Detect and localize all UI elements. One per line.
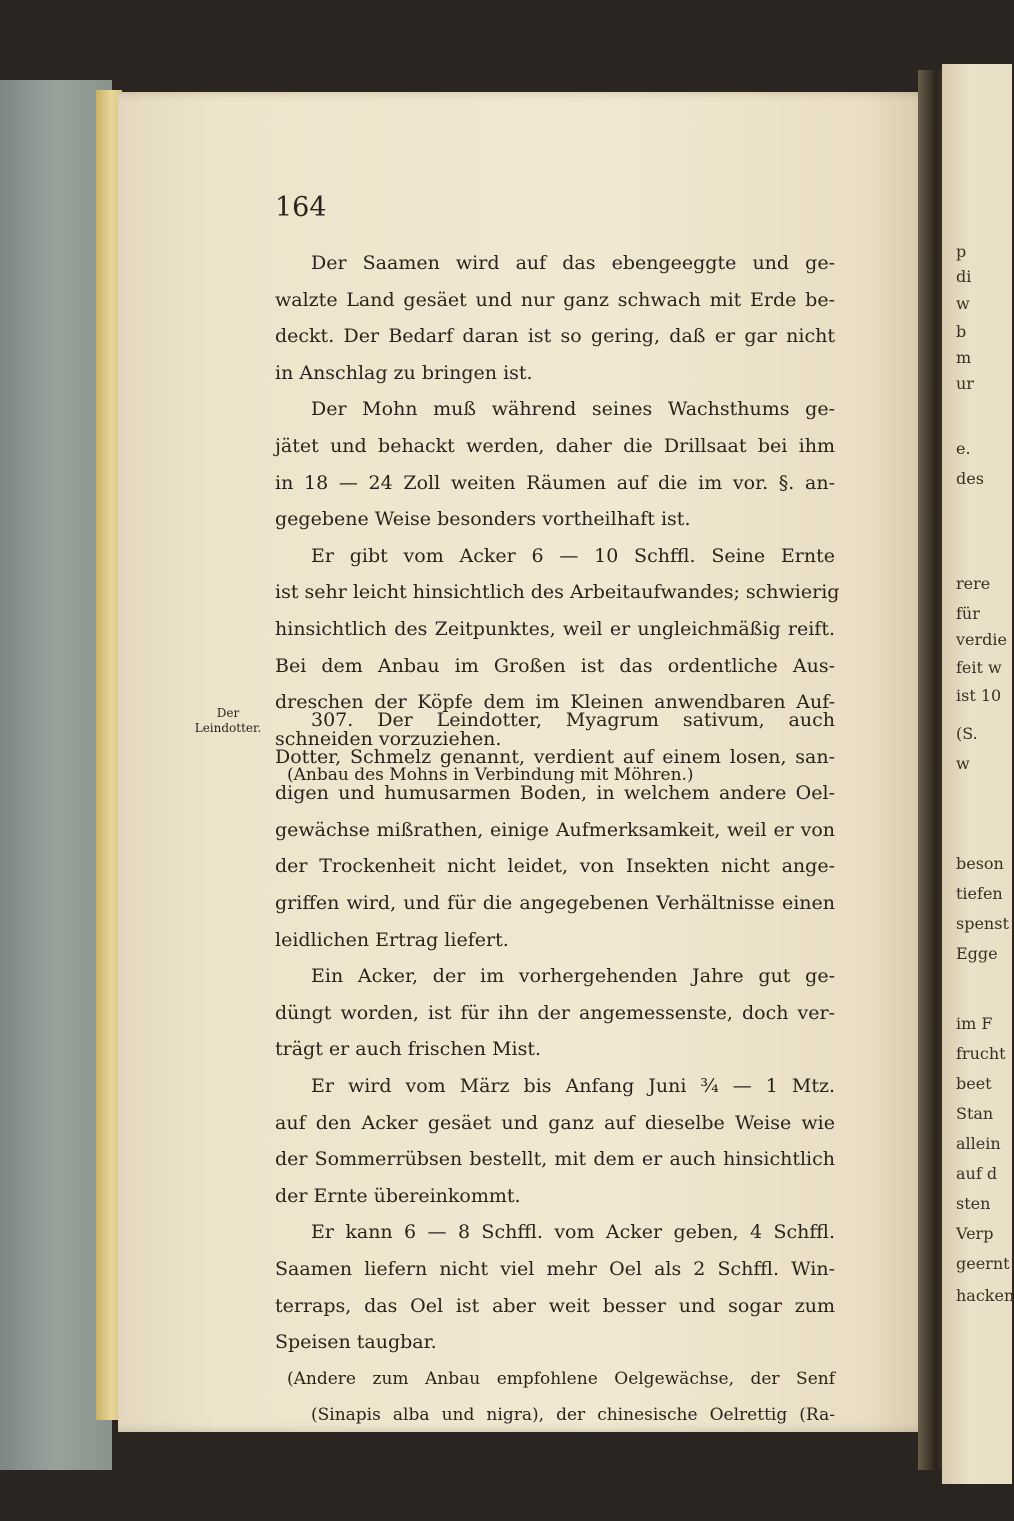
margin-note-line: Der	[216, 706, 240, 720]
text-line: walzte Land gesäet und nur ganz schwach mit Erde be-	[275, 288, 835, 311]
text-line: düngt worden, ist für ihn der angemessenste, doch ver-	[275, 1001, 835, 1024]
text-line: Der Saamen wird auf das ebengeeggte und ge-	[311, 252, 835, 274]
text-line: trägt er auch frischen Mist.	[275, 1038, 542, 1061]
text-line: Speisen taugbar.	[275, 1331, 437, 1354]
text-line: dreschen der Köpfe dem im Kleinen anwendbaren Auf-	[275, 691, 835, 714]
text-line: (Sinapis alba und nigra), der chinesische Oelrettig (Ra-	[311, 1405, 835, 1426]
text-line: jätet und behackt werden, daher die Drillsaat bei ihm	[275, 434, 835, 457]
right-fragment: Stan	[956, 1104, 994, 1123]
right-fragment: für	[956, 604, 980, 623]
text-line: schneiden vorzuziehen.	[275, 727, 502, 750]
text-line: auf den Acker gesäet und ganz auf dieselbe Weise wie	[275, 1111, 835, 1134]
right-fragment: des	[956, 469, 984, 488]
page-number: 164	[275, 192, 327, 223]
text-line: ist sehr leicht hinsichtlich des Arbeitaufwandes; schwierig	[275, 581, 840, 604]
section-heading-line: 307. Der Leindotter, Myagrum sativum, auch	[311, 709, 835, 731]
right-fragment: w	[956, 754, 970, 773]
right-fragment: im F	[956, 1014, 993, 1033]
right-fragment: w	[956, 294, 970, 313]
text-line: (Andere zum Anbau empfohlene Oelgewächse, der Senf	[287, 1368, 835, 1389]
text-line: deckt. Der Bedarf daran ist so gering, daß er gar nicht	[275, 325, 835, 348]
text-line: Er kann 6 — 8 Schffl. vom Acker geben, 4 Schffl.	[311, 1221, 835, 1244]
right-fragment: allein	[956, 1134, 1001, 1153]
text-line: gewächse mißrathen, einige Aufmerksamkeit, weil er von	[275, 818, 835, 841]
paragraph-block-leindotter	[275, 702, 835, 1434]
text-line: hinsichtlich des Zeitpunktes, weil er ungleichmäßig reift.	[275, 617, 835, 640]
right-fragment: di	[956, 267, 972, 286]
right-fragment: beet	[956, 1074, 992, 1093]
text-line: in Anschlag zu bringen ist.	[275, 361, 533, 384]
right-fragment: verdie	[956, 630, 1007, 649]
text-line: terraps, das Oel ist aber weit besser und sogar zum	[275, 1294, 835, 1317]
text-line: der Sommerrübsen bestellt, mit dem er auch hinsichtlich	[275, 1148, 835, 1171]
text-line: Der Mohn muß während seines Wachsthums ge-	[311, 398, 835, 421]
right-fragment: geernt	[956, 1254, 1010, 1273]
right-fragment: b	[956, 322, 967, 341]
text-line: Er gibt vom Acker 6 — 10 Schffl. Seine Ernte	[311, 544, 835, 567]
right-fragment: rere	[956, 574, 991, 593]
right-fragment: (S.	[956, 724, 978, 743]
right-fragment: auf d	[956, 1164, 998, 1183]
text-line: in 18 — 24 Zoll weiten Räumen auf die im vor. §. an-	[275, 471, 835, 494]
text-line: der Trockenheit nicht leidet, von Insekten nicht ange-	[275, 855, 835, 878]
right-fragment: ur	[956, 374, 974, 393]
text-line: Saamen liefern nicht viel mehr Oel als 2 Schffl. Win-	[275, 1257, 835, 1280]
right-fragment: frucht	[956, 1044, 1006, 1063]
text-line: gegebene Weise besonders vortheilhaft ist.	[275, 508, 691, 531]
right-fragment: spenst	[956, 914, 1009, 933]
right-fragment: Verp	[956, 1224, 994, 1243]
right-fragment: Egge	[956, 944, 998, 963]
text-line: digen und humusarmen Boden, in welchem andere Oel-	[275, 782, 835, 805]
text-line: der Ernte übereinkommt.	[275, 1184, 521, 1207]
text-line: Bei dem Anbau im Großen ist das ordentliche Aus-	[275, 654, 835, 677]
right-fragment: m	[956, 348, 972, 367]
text-line: Ein Acker, der im vorhergehenden Jahre gut ge-	[311, 965, 835, 988]
text-line: griffen wird, und für die angegebenen Verhältnisse einen	[275, 891, 835, 914]
margin-note	[188, 706, 268, 736]
right-fragment: sten	[956, 1194, 991, 1213]
text-line: Er wird vom März bis Anfang Juni ¾ — 1 Mtz.	[311, 1074, 835, 1097]
text-line: Dotter, Schmelz genannt, verdient auf einem losen, san-	[275, 745, 835, 768]
text-line: (Anbau des Mohns in Verbindung mit Möhren.)	[287, 765, 694, 786]
right-fragment: tiefen	[956, 884, 1003, 903]
text-line: leidlichen Ertrag liefert.	[275, 928, 509, 951]
right-fragment: e.	[956, 439, 971, 458]
right-fragment: hacken	[956, 1286, 1014, 1305]
right-fragment: ist 10	[956, 686, 1002, 705]
margin-note-line: Leindotter.	[194, 721, 262, 735]
right-fragment: feit w	[956, 658, 1002, 677]
right-page-fragment	[942, 64, 1012, 1484]
right-fragment: p	[956, 242, 967, 261]
right-fragment: beson	[956, 854, 1004, 873]
